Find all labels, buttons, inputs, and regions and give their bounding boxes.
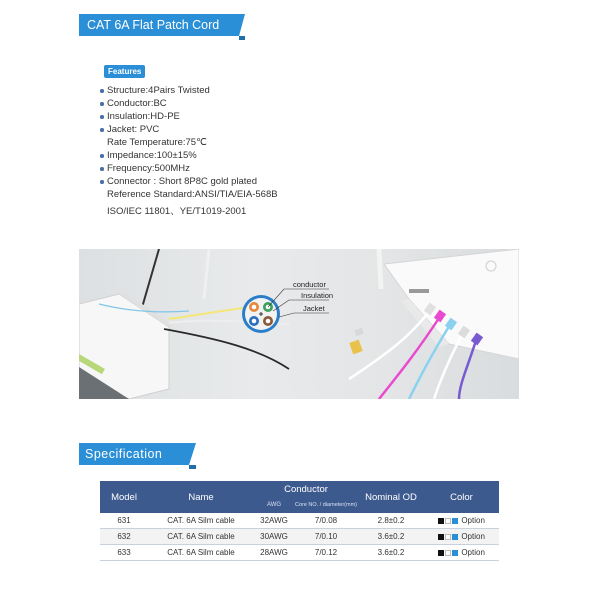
header-conductor: Conductor bbox=[254, 481, 358, 497]
feature-text: Insulation:HD-PE bbox=[107, 111, 180, 122]
specification-title: Specification bbox=[85, 447, 163, 461]
feature-text: Frequency:500MHz bbox=[107, 163, 190, 174]
bullet-icon bbox=[100, 115, 104, 119]
black-swatch-icon bbox=[438, 518, 444, 524]
product-photo bbox=[79, 249, 519, 399]
feature-item bbox=[100, 97, 360, 110]
header-awg: AWG bbox=[254, 497, 294, 513]
feature-item bbox=[100, 149, 360, 162]
feature-text: Rate Temperature:75℃ bbox=[107, 137, 207, 148]
banner-fold bbox=[189, 465, 196, 469]
cell-name: CAT. 6A Silm cable bbox=[148, 513, 254, 529]
cell-od: 2.8±0.2 bbox=[358, 513, 424, 529]
feature-item bbox=[100, 188, 360, 201]
features-list bbox=[100, 84, 360, 218]
cell-name: CAT. 6A Silm cable bbox=[148, 529, 254, 545]
table-row bbox=[100, 545, 499, 561]
cell-core: 7/0.10 bbox=[294, 529, 358, 545]
cell-model: 633 bbox=[100, 545, 148, 561]
feature-text: Structure:4Pairs Twisted bbox=[107, 85, 210, 96]
cell-awg: 32AWG bbox=[254, 513, 294, 529]
cell-od: 3.6±0.2 bbox=[358, 529, 424, 545]
cell-color bbox=[424, 545, 499, 561]
feature-item bbox=[100, 175, 360, 188]
conductor-label: conductor bbox=[293, 280, 326, 289]
feature-item bbox=[100, 110, 360, 123]
cell-core: 7/0.12 bbox=[294, 545, 358, 561]
feature-item bbox=[100, 162, 360, 175]
specification-banner bbox=[79, 443, 189, 465]
color-option-text: Option bbox=[461, 548, 485, 557]
blue-swatch-icon bbox=[452, 534, 458, 540]
feature-item bbox=[100, 123, 360, 136]
features-badge: Features bbox=[104, 65, 145, 78]
product-illustration bbox=[79, 249, 519, 399]
white-swatch-icon bbox=[445, 534, 451, 540]
feature-item bbox=[100, 205, 360, 218]
feature-text: Impedance:100±15% bbox=[107, 150, 197, 161]
white-swatch-icon bbox=[445, 518, 451, 524]
cell-awg: 30AWG bbox=[254, 529, 294, 545]
specification-table bbox=[100, 481, 499, 561]
bullet-icon bbox=[100, 128, 104, 132]
banner-fold bbox=[239, 36, 245, 40]
header-core: Core NO. / diameter(mm) bbox=[294, 497, 358, 513]
cell-model: 632 bbox=[100, 529, 148, 545]
cell-color bbox=[424, 513, 499, 529]
bullet-icon bbox=[100, 180, 104, 184]
bullet-icon bbox=[100, 167, 104, 171]
blue-swatch-icon bbox=[452, 550, 458, 556]
jacket-label: Jacket bbox=[303, 304, 325, 313]
insulation-label: Insulation bbox=[301, 291, 334, 300]
cell-awg: 28AWG bbox=[254, 545, 294, 561]
color-option-text: Option bbox=[461, 532, 485, 541]
feature-text: Reference Standard:ANSI/TIA/EIA-568B bbox=[107, 189, 278, 200]
bullet-icon bbox=[100, 89, 104, 93]
cell-model: 631 bbox=[100, 513, 148, 529]
black-swatch-icon bbox=[438, 550, 444, 556]
page-title-banner bbox=[79, 14, 239, 36]
header-color: Color bbox=[424, 481, 499, 513]
table-row bbox=[100, 513, 499, 529]
cell-od: 3.6±0.2 bbox=[358, 545, 424, 561]
cell-color bbox=[424, 529, 499, 545]
router-left bbox=[79, 249, 209, 399]
feature-text: ISO/IEC 11801、YE/T1019-2001 bbox=[107, 206, 247, 217]
bullet-icon bbox=[100, 102, 104, 106]
feature-text: Conductor:BC bbox=[107, 98, 167, 109]
feature-item bbox=[100, 136, 360, 149]
feature-text: Jacket: PVC bbox=[107, 124, 160, 135]
cell-core: 7/0.08 bbox=[294, 513, 358, 529]
blue-swatch-icon bbox=[452, 518, 458, 524]
bullet-icon bbox=[100, 154, 104, 158]
header-model: Model bbox=[100, 481, 148, 513]
cell-name: CAT. 6A Silm cable bbox=[148, 545, 254, 561]
black-swatch-icon bbox=[438, 534, 444, 540]
header-nominal-od: Nominal OD bbox=[358, 481, 424, 513]
header-name: Name bbox=[148, 481, 254, 513]
feature-text: Connector : Short 8P8C gold plated bbox=[107, 176, 257, 187]
table-row bbox=[100, 529, 499, 545]
feature-item bbox=[100, 84, 360, 97]
page-title: CAT 6A Flat Patch Cord bbox=[87, 18, 220, 32]
white-swatch-icon bbox=[445, 550, 451, 556]
color-option-text: Option bbox=[461, 516, 485, 525]
